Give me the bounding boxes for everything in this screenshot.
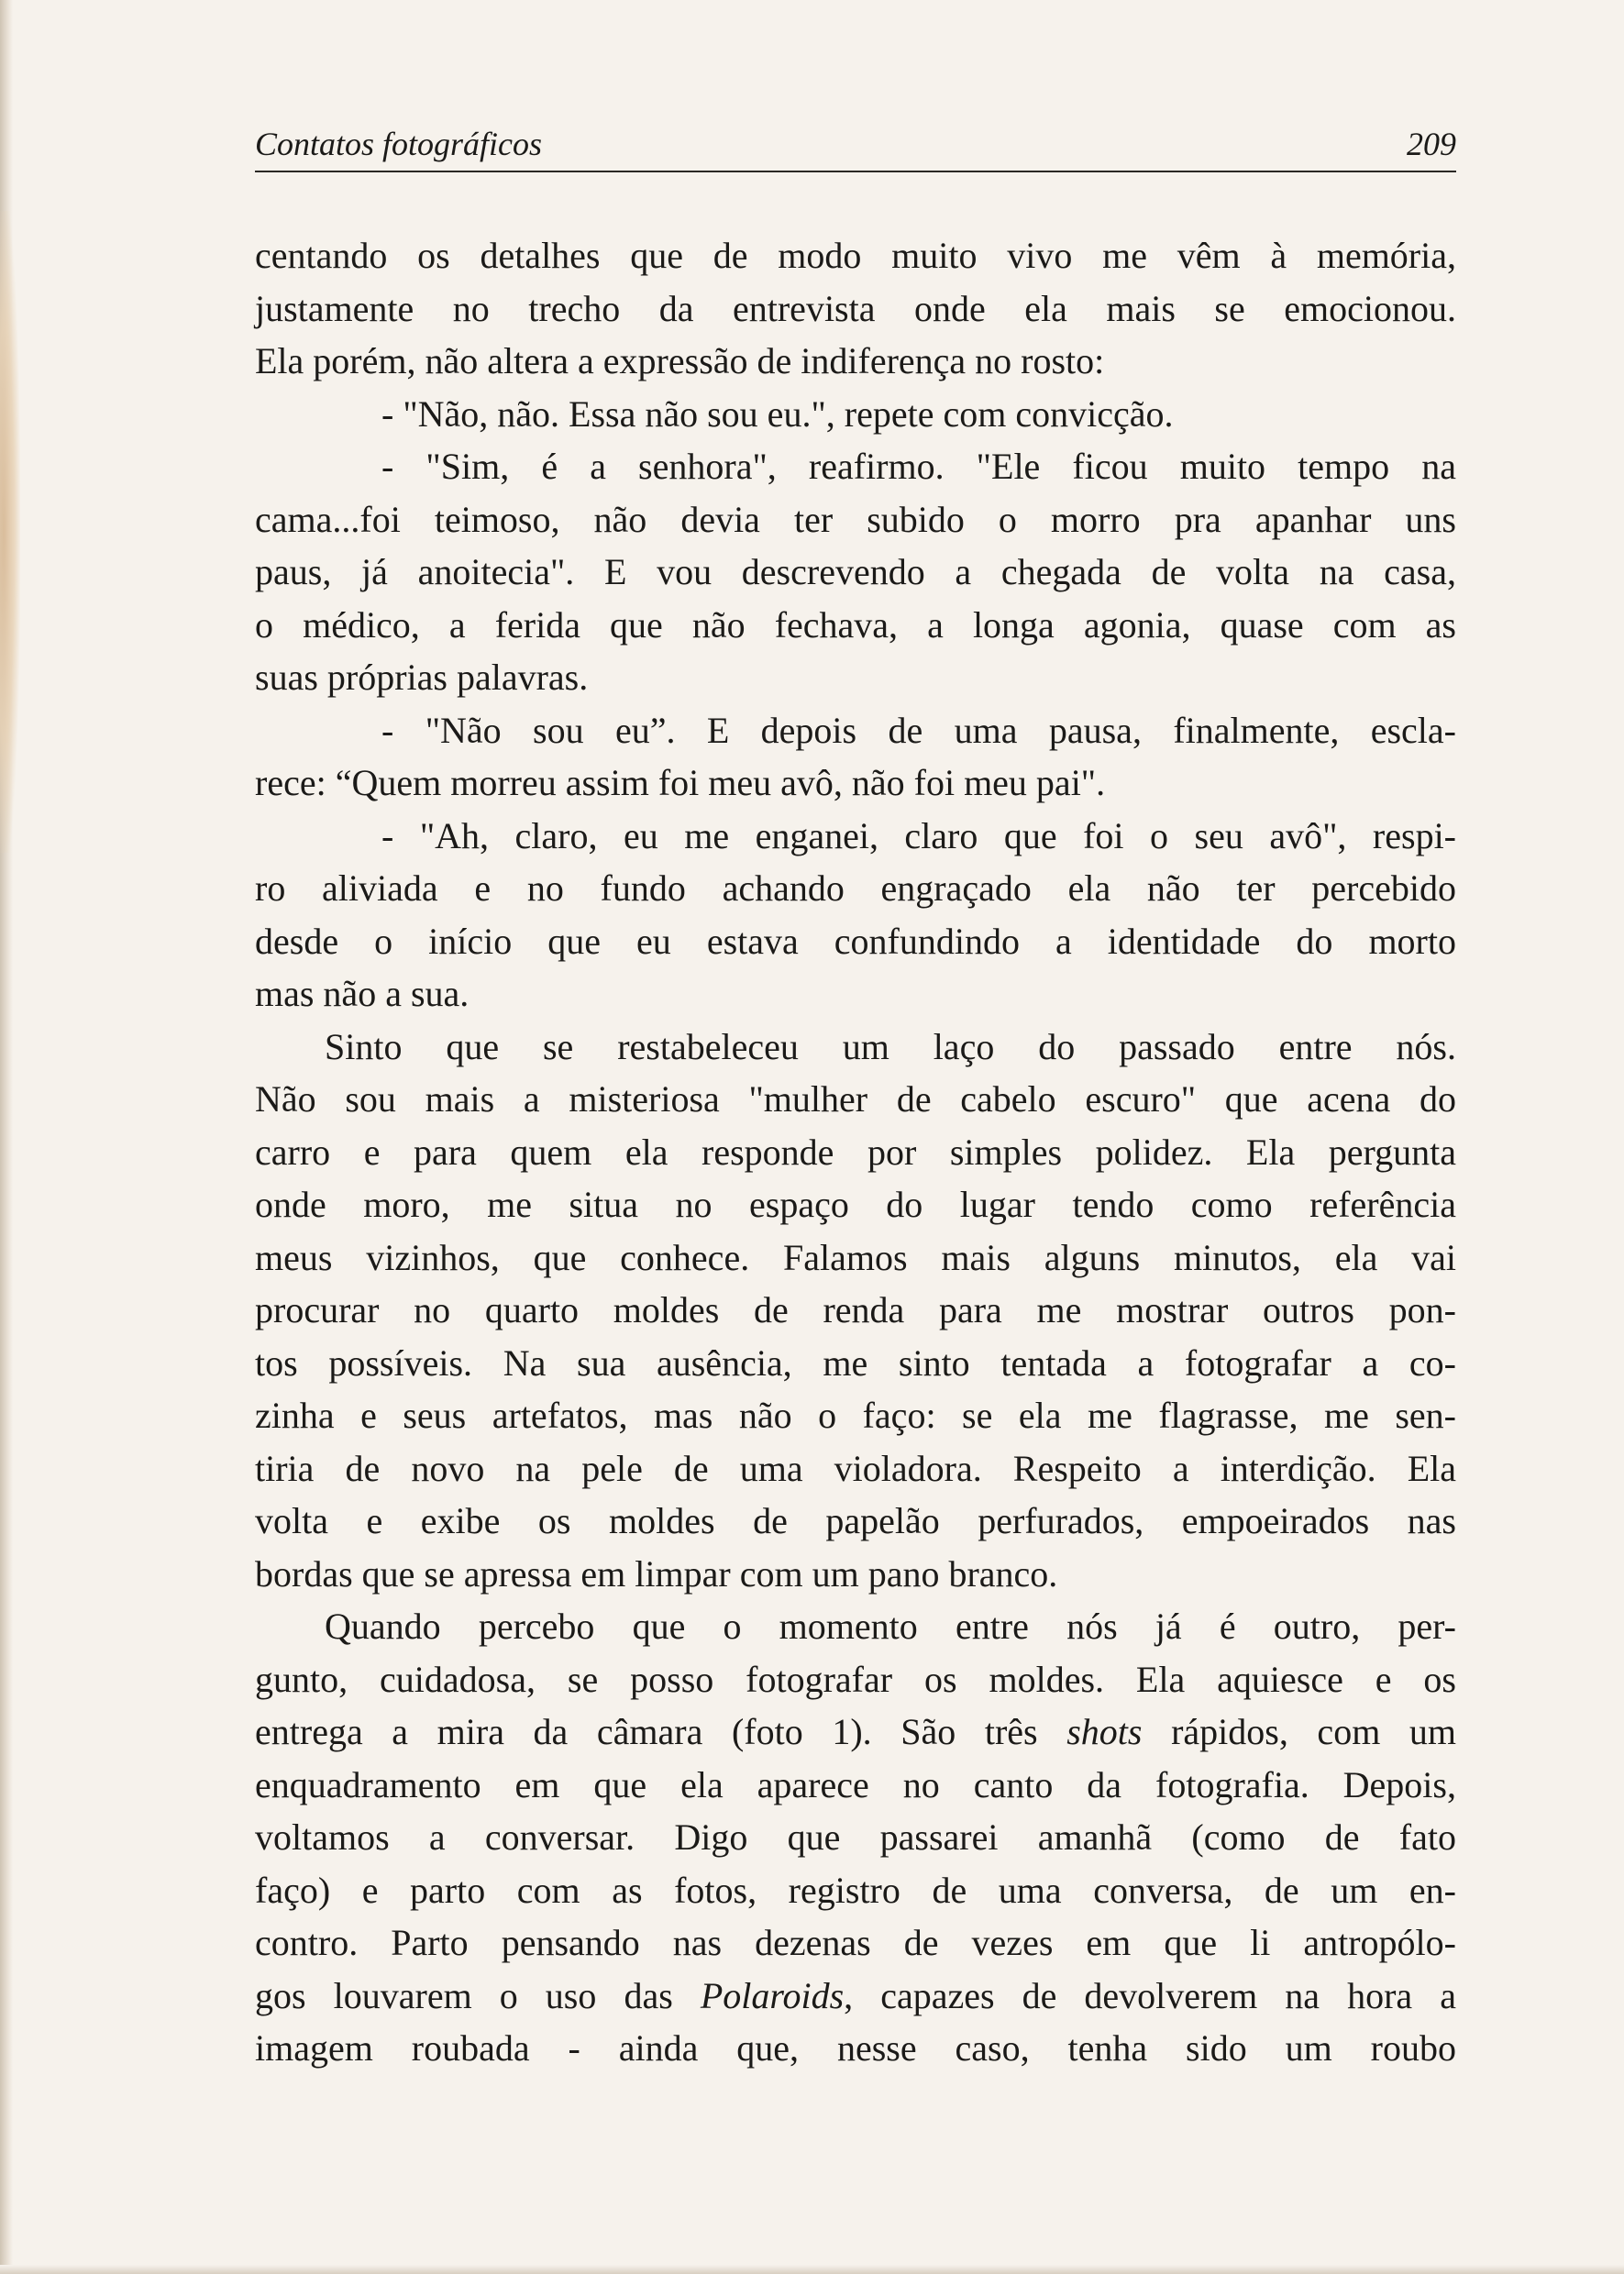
italic-term: Polaroids [700,1974,845,2016]
text-line: meus vizinhos, que conhece. Falamos mais alguns minutos, ela vai [255,1236,1456,1278]
text-line: contro. Parto pensando nas dezenas de vezes em que li antropólo- [255,1922,1456,1963]
text-line: suas próprias palavras. [255,657,589,698]
italic-term: shots [1066,1711,1143,1752]
text-line: tos possíveis. Na sua ausência, me sinto tentada a fotografar a co- [255,1341,1456,1384]
text-run: rápidos, com um [1171,1711,1457,1752]
body-text [255,229,1456,2075]
text-line: tiria de novo na pele de uma violadora. Respeito a interdição. Ela [255,1447,1456,1489]
text-line: Quando percebo que o momento entre nós já é outro, per- [325,1606,1456,1647]
text-line [255,1970,1456,2023]
text-run: entrega a mira da câmara (foto 1). São três [255,1711,1038,1752]
page-number: 209 [1407,126,1456,162]
text-line: - "Ah, claro, eu me enganei, claro que foi o seu avô", respi- [381,814,1456,856]
text-run: gos louvarem o uso das [255,1974,673,2016]
text-line: procurar no quarto moldes de renda para me mostrar outros pon- [255,1289,1456,1330]
text-run: , capazes de devolverem na hora a [844,1974,1456,2016]
page-bottom-edge [0,2265,1624,2274]
text-line: onde moro, me situa no espaço do lugar tendo como referência [255,1184,1456,1225]
text-line: justamente no trecho da entrevista onde ela mais se emocionou. [255,287,1456,329]
text-line: faço) e parto com as fotos, registro de uma conversa, de um en- [255,1869,1456,1911]
text-line: desde o início que eu estava confundindo a identidade do morto [255,920,1456,962]
text-line: - "Não, não. Essa não sou eu.", repete com convicção. [381,392,1174,435]
text-line: rece: “Quem morreu assim foi meu avô, não foi meu pai". [255,762,1106,803]
text-line: Sinto que se restabeleceu um laço do passado entre nós. [325,1025,1456,1067]
text-line: carro e para quem ela responde por simples polidez. Ela pergunta [255,1131,1456,1173]
text-line [255,1706,1456,1759]
text-line: imagem roubada - ainda que, nesse caso, tenha sido um roubo [255,2027,1456,2069]
text-line: Ela porém, não altera a expressão de indiferença no rosto: [255,340,1105,381]
text-line: zinha e seus artefatos, mas não o faço: se ela me flagrasse, me sen- [255,1395,1456,1436]
text-line: volta e exibe os moldes de papelão perfurados, empoeirados nas [255,1500,1456,1541]
text-line: - "Não sou eu”. E depois de uma pausa, finalmente, escla- [381,709,1456,751]
text-line: mas não a sua. [255,973,470,1014]
page-stain [0,211,20,853]
text-line: centando os detalhes que de modo muito vivo me vêm à memória, [255,235,1456,276]
running-head [255,117,1456,172]
text-line: bordas que se apressa em limpar com um pano branco. [255,1552,1058,1595]
text-line: paus, já anoitecia". E vou descrevendo a chegada de volta na casa, [255,551,1456,592]
text-line: cama...foi teimoso, não devia ter subido o morro pra apanhar uns [255,498,1456,540]
text-line: Não sou mais a misteriosa "mulher de cabelo escuro" que acena do [255,1078,1456,1120]
text-line: gunto, cuidadosa, se posso fotografar os moldes. Ela aquiesce e os [255,1658,1456,1700]
text-line: enquadramento em que ela aparece no canto da fotografia. Depois, [255,1763,1456,1805]
running-head-title: Contatos fotográficos [255,126,543,162]
text-line: o médico, a ferida que não fechava, a longa agonia, quase com as [255,603,1456,646]
text-line: ro aliviada e no fundo achando engraçado ela não ter percebido [255,867,1456,909]
text-line: voltamos a conversar. Digo que passarei amanhã (como de fato [255,1816,1456,1858]
text-line: - "Sim, é a senhora", reafirmo. "Ele ficou muito tempo na [381,446,1456,487]
